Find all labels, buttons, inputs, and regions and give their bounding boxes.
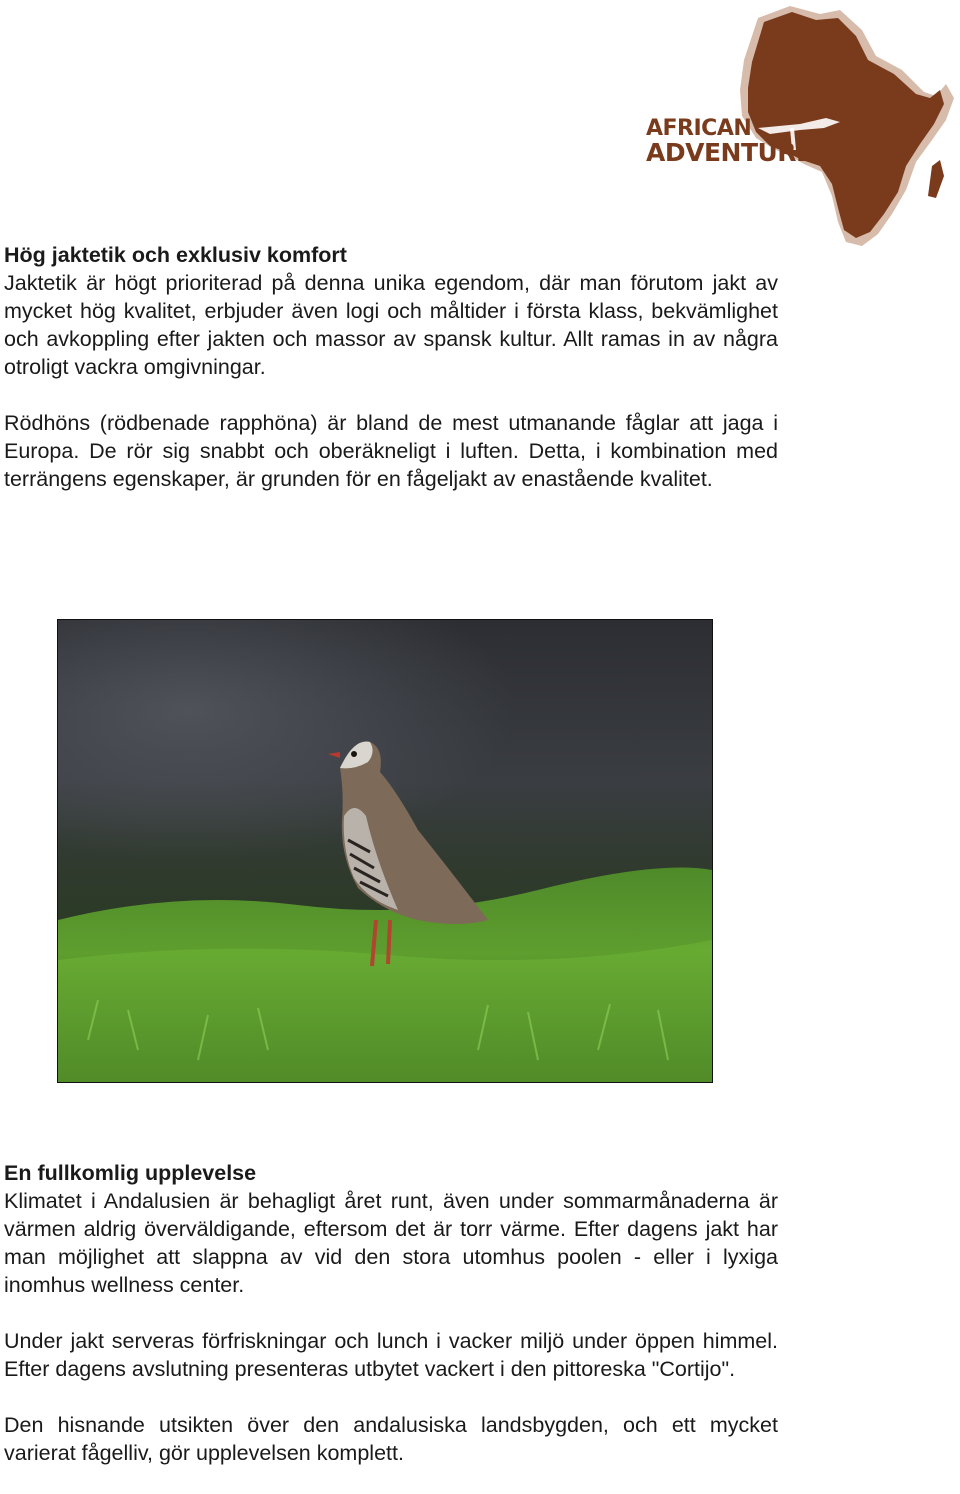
section-complete-experience [4, 1159, 778, 1467]
paragraph: Under jakt serveras förfriskningar och lunch i vacker miljö under öppen himmel. Efter dagens avslutning presenteras utbytet vackert i den pittoreska "Cortijo". [4, 1329, 778, 1381]
section-heading: En fullkomlig upplevelse [4, 1161, 257, 1185]
section-hunting-ethics [4, 241, 778, 493]
section-heading: Hög jaktetik och exklusiv komfort [4, 243, 347, 267]
partridge-photo [57, 619, 713, 1083]
paragraph: Rödhöns (rödbenade rapphöna) är bland de mest utmanande fåglar att jaga i Europa. De rör sig snabbt och oberäkneligt i luften. Detta, i kombination med terrängens egenskaper, är grunden för en fågeljakt av enastående kvalitet. [4, 411, 778, 491]
paragraph: Den hisnande utsikten över den andalusiska landsbygden, och ett mycket varierat fågelliv, gör upplevelsen komplett. [4, 1413, 778, 1465]
african-adventure-logo [640, 0, 960, 250]
paragraph: Jaktetik är högt prioriterad på denna unika egendom, där man förutom jakt av mycket hög kvalitet, erbjuder även logi och måltider i första klass, bekvämlighet och avkoppling efter jakten och massor av spansk kultur. Allt ramas in av några otroligt vackra omgivningar. [4, 271, 778, 379]
logo-line-1: AFRICAN [646, 116, 752, 141]
paragraph: Klimatet i Andalusien är behagligt året runt, även under sommarmånaderna är värmen aldrig överväldigande, eftersom det är torr värme. Efter dagens jakt har man möjlighet att slappna av vid den stora utomhus poolen - eller i lyxiga inomhus wellness center. [4, 1189, 778, 1297]
logo-line-2: ADVENTURE [646, 138, 813, 167]
